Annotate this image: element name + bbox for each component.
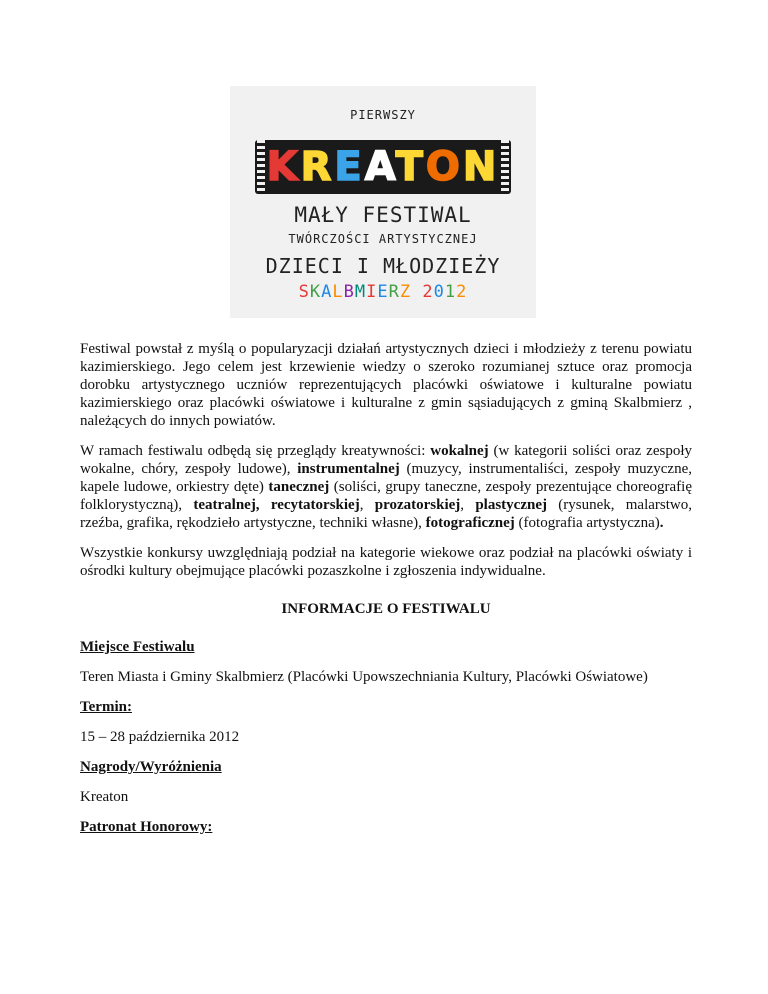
term-value: 15 – 28 października 2012 [80,729,240,745]
category-name: . [659,515,664,531]
paragraph-text: (w kategorii soliści oraz zespoły wokalne, chóry, zespoły ludowe), [80,443,692,477]
paragraph-text: (rysunek, malarstwo, rzeźba, grafika, rękodzieło artystyczne, techniki własne), [80,497,692,531]
logo-line-4 [230,282,536,302]
logo-line-2: TWÓRCZOŚCI ARTYSTYCZNEJ [288,232,478,246]
category-name: prozatorskiej [374,497,461,513]
info-heading: INFORMACJE O FESTIWALU [281,601,491,617]
categories-paragraph [80,442,692,532]
logo-line-4-letter: R [388,282,400,302]
category-name: wokalnej [430,443,489,459]
logo-line-4-letter: L [332,282,344,302]
logo-line-4-letter [411,282,422,302]
category-name: plastycznej [475,497,547,513]
paragraph-text: , [460,497,476,513]
logo-title-letter: A [364,144,396,190]
logo-title-letter: N [462,144,500,190]
logo-line-4-letter: M [354,282,367,302]
logo-line-4-letter: 0 [433,282,445,302]
paragraph-text: (fotografia artystyczna) [514,515,660,531]
logo-title-letter: T [395,144,426,190]
place-label: Miejsce Festiwalu [80,639,195,655]
logo-title-band [255,140,511,194]
logo-line-4-letter: 2 [456,282,468,302]
patron-label: Patronat Honorowy: [80,819,213,835]
logo-top-text: PIERWSZY [350,108,416,122]
logo-title-letter: O [425,144,463,190]
logo-line-4-letter: S [298,282,310,302]
logo-line-4-letter: 1 [444,282,457,302]
category-name: teatralnej, recytatorskiej [193,497,360,513]
logo-line-4-letter: 2 [422,282,434,302]
paragraph-text: (muzycy, instrumentaliści, zespoły muzyczne, kapele ludowe, orkiestry dęte) [80,461,692,495]
logo-title-letter: R [300,144,335,190]
logo-line-4-letter: K [309,282,322,302]
document-body [80,340,692,848]
logo-line-4-letter: B [343,282,355,302]
category-name: tanecznej [268,479,330,495]
intro-paragraph: Festiwal powstał z myślą o popularyzacji działań artystycznych dzieci i młodzieży z terenu powiatu kazimierskiego. Jego celem jest krzewienie wiedzy o szeroko rozumianej sztuce oraz promocja dorobku artystycznego uczniów reprezentujących placówki oświatowe i kulturalne powiatu kazimierskiego oraz placówki oświatowe i kulturalne z gmin sąsiadujących z gminą Skalbmierz , należących do innych powiatów. [80,341,692,429]
paragraph-text: W ramach festiwalu odbędą się przeglądy kreatywności: [80,443,431,459]
kreaton-logo [230,86,536,318]
logo-line-4-letter: E [377,282,389,302]
paragraph-text: , [359,497,375,513]
logo-title-letter: E [334,144,365,190]
logo-line-4-letter: A [321,282,333,302]
logo-line-4-letter: I [366,282,378,302]
logo-line-1: MAŁY FESTIWAL [294,203,472,227]
logo-line-3: DZIECI I MŁODZIEŻY [265,254,501,278]
category-name: instrumentalnej [297,461,400,477]
awards-label: Nagrody/Wyróżnienia [80,759,222,775]
awards-value: Kreaton [80,789,129,805]
category-name: fotograficznej [425,515,515,531]
paragraph-text: (soliści, grupy taneczne, zespoły prezentujące choreografię folklorystyczną), [80,479,692,513]
term-label: Termin: [80,699,132,715]
logo-title-letter: K [266,144,301,190]
logo-line-4-letter: Z [399,282,412,302]
logo-title [255,145,511,189]
contests-paragraph: Wszystkie konkursy uwzględniają podział na kategorie wiekowe oraz podział na placówki oświaty i ośrodki kultury obejmujące placówki pozaszkolne i zgłoszenia indywidualne. [80,545,692,579]
place-value: Teren Miasta i Gminy Skalbmierz (Placówki Upowszechniania Kultury, Placówki Oświatowe) [80,669,648,685]
